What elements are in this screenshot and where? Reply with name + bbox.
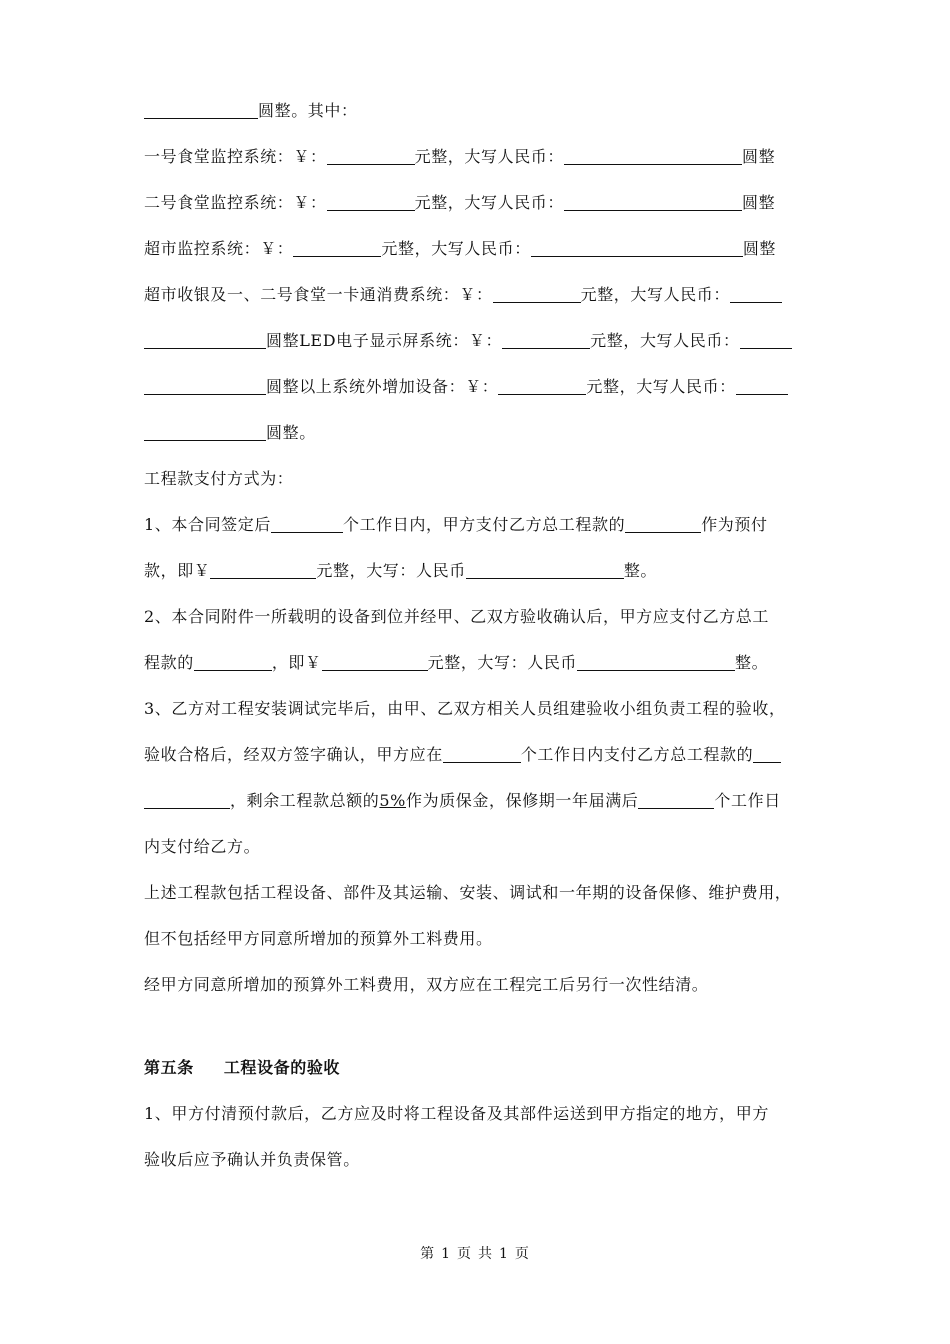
blank-field [144, 792, 230, 809]
payment-clause-2-cont: 程款的 ，即￥ 元整，大写：人民币 整。 [144, 653, 769, 672]
payment-clause-1-cont: 款，即￥ 元整，大写：人民币 整。 [144, 561, 658, 580]
blank-field [502, 332, 590, 349]
payment-clause-3-cont2: ，剩余工程款总额的5%作为质保金，保修期一年届满后 个工作日 [144, 791, 781, 811]
payment-clause-3-end: 内支付给乙方。 [144, 837, 261, 856]
section5-clause-1-cont: 验收后应予确认并负责保管。 [144, 1150, 360, 1169]
amount-line-end: 圆整。 [144, 423, 316, 443]
blank-field [144, 424, 266, 441]
blank-field [577, 654, 735, 671]
blank-field [210, 562, 316, 579]
blank-field [271, 516, 343, 533]
payment-clause-3: 3、乙方对工程安装调试完毕后，由甲、乙双方相关人员组建验收小组负责工程的验收， [144, 699, 786, 718]
amount-line-extra-equipment: 圆整以上系统外增加设备：￥： 元整，大写人民币： [144, 377, 788, 397]
blank-field [740, 332, 792, 349]
blank-field [293, 240, 381, 257]
amount-line-supermarket: 超市监控系统：￥： 元整，大写人民币： 圆整 [144, 239, 777, 258]
blank-field [493, 286, 581, 303]
blank-field [531, 240, 743, 257]
section-number: 第五条 [144, 1058, 194, 1077]
payment-clause-1: 1、本合同签定后 个工作日内，甲方支付乙方总工程款的 作为预付 [144, 515, 768, 534]
amount-line-canteen-2: 二号食堂监控系统：￥： 元整，大写人民币： 圆整 [144, 193, 776, 212]
section-title: 工程设备的验收 [223, 1058, 341, 1077]
blank-field [466, 562, 624, 579]
payment-note-2: 但不包括经甲方同意所增加的预算外工料费用。 [144, 929, 493, 948]
section-heading [144, 1058, 340, 1078]
amount-line-canteen-1: 一号食堂监控系统：￥： 元整，大写人民币： 圆整 [144, 147, 776, 166]
blank-field [144, 378, 266, 395]
blank-field [322, 654, 428, 671]
blank-field [736, 378, 788, 395]
blank-field [753, 746, 781, 763]
retention-percentage: 5% [379, 791, 406, 810]
payment-note-1: 上述工程款包括工程设备、部件及其运输、安装、调试和一年期的设备保修、维护费用， [144, 883, 792, 902]
blank-field [498, 378, 586, 395]
blank-field [625, 516, 701, 533]
payment-clause-3-cont: 验收合格后，经双方签字确认，甲方应在 个工作日内支付乙方总工程款的 [144, 745, 781, 765]
blank-field [730, 286, 782, 303]
blank-field [144, 332, 266, 349]
blank-field [564, 148, 742, 165]
blank-field [327, 148, 415, 165]
amount-total-line: 圆整。其中： [144, 101, 358, 121]
blank-field [194, 654, 272, 671]
amount-line-card-system: 超市收银及一、二号食堂一卡通消费系统：￥： 元整，大写人民币： [144, 285, 782, 305]
payment-clause-2: 2、本合同附件一所载明的设备到位并经甲、乙双方验收确认后，甲方应支付乙方总工 [144, 607, 769, 626]
blank-field [144, 102, 258, 119]
blank-field [327, 194, 415, 211]
blank-field [564, 194, 742, 211]
amount-line-led: 圆整LED电子显示屏系统：￥： 元整，大写人民币： [144, 331, 792, 351]
payment-note-3: 经甲方同意所增加的预算外工料费用，双方应在工程完工后另行一次性结清。 [144, 975, 709, 994]
blank-field [638, 792, 714, 809]
payment-title: 工程款支付方式为： [144, 469, 294, 488]
blank-field [443, 746, 521, 763]
section5-clause-1: 1、甲方付清预付款后，乙方应及时将工程设备及其部件运送到甲方指定的地方，甲方 [144, 1104, 769, 1123]
page-footer: 第 1 页 共 1 页 [420, 1246, 530, 1262]
